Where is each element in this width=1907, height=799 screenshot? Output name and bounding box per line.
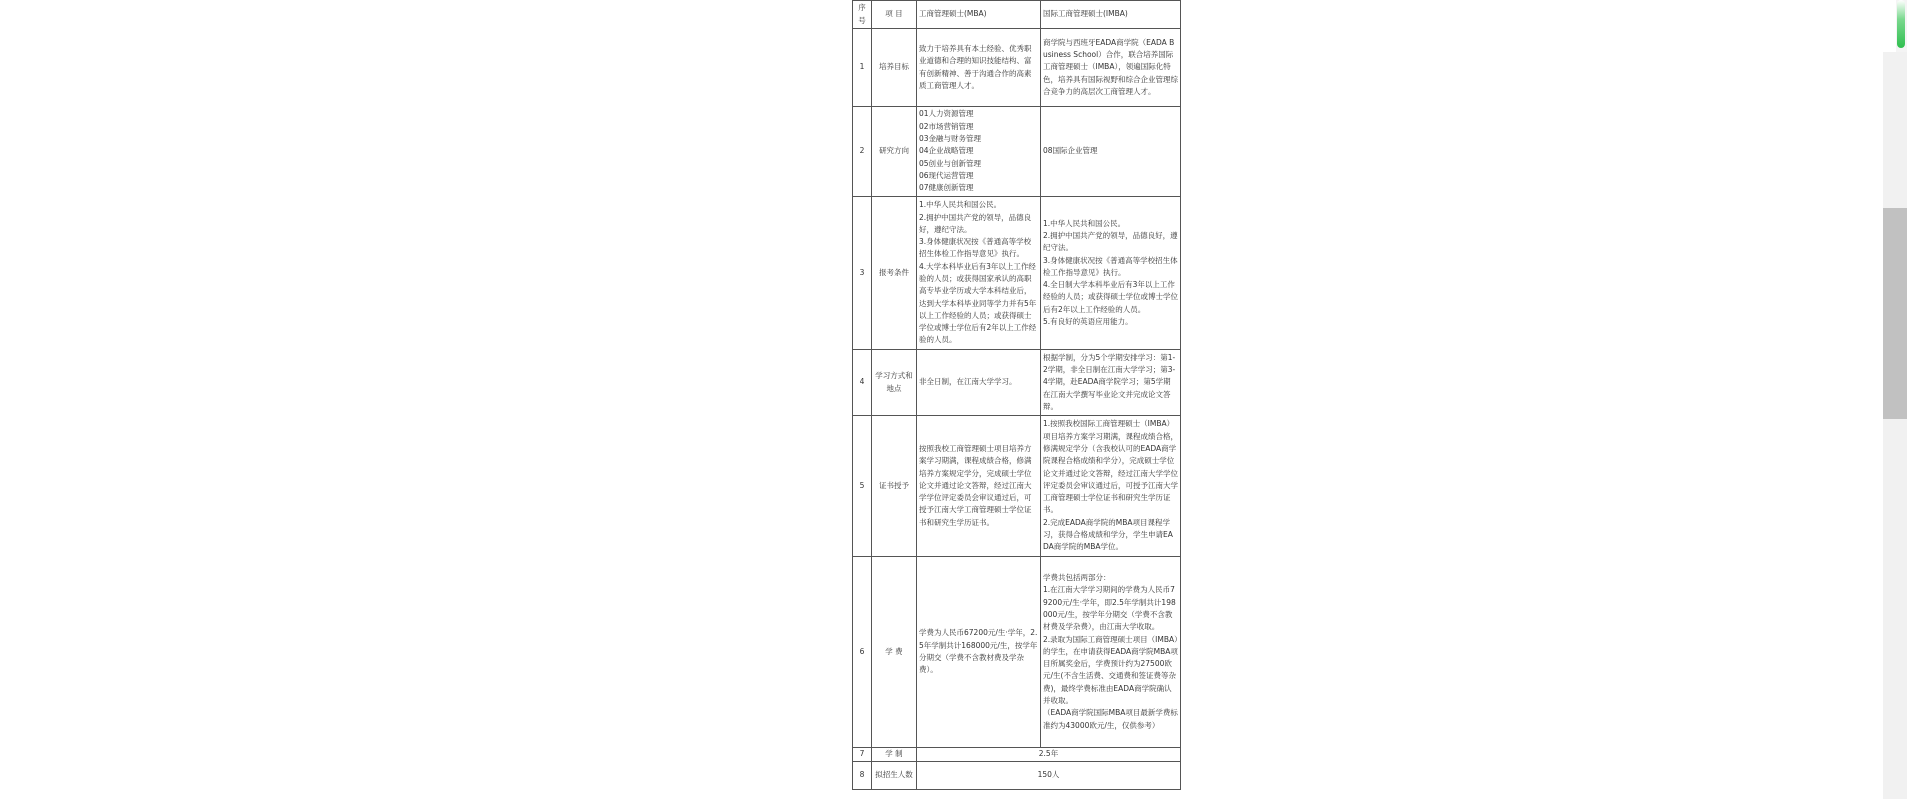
- row-no: 1: [853, 29, 872, 107]
- row-item: 证书授予: [872, 416, 917, 557]
- row-imba: 根据学制，分为5个学期安排学习：第1-2学期，非全日制在江南大学学习；第3-4学期，赴EADA商学院学习；第5学期在江南大学撰写毕业论文并完成论文答辩。: [1041, 350, 1181, 416]
- table-row: [853, 29, 1181, 107]
- table-row: [853, 748, 1181, 762]
- row-item: 学 制: [872, 748, 917, 762]
- row-no: 6: [853, 557, 872, 748]
- row-no: 3: [853, 197, 872, 350]
- table-row: [853, 107, 1181, 197]
- row-shared-value: 150人: [917, 762, 1181, 790]
- row-imba: 商学院与西班牙EADA商学院（EADA Business School）合作，联合培养国际工商管理硕士（IMBA），领遍国际化特色，培养具有国际视野和综合企业管理综合竞争力的高层次工商管理人才。: [1041, 29, 1181, 107]
- table-header-row: [853, 1, 1181, 29]
- top-scroll-track: [1896, 0, 1907, 52]
- row-imba: 08国际企业管理: [1041, 107, 1181, 197]
- row-mba: 01人力资源管理 02市场营销管理 03金融与财务管理 04企业战略管理 05创业与创新管理 06现代运营管理 07健康创新管理: [917, 107, 1041, 197]
- row-item: 学习方式和地点: [872, 350, 917, 416]
- row-no: 4: [853, 350, 872, 416]
- page-scroll-thumb[interactable]: [1883, 208, 1907, 419]
- row-shared-value: 2.5年: [917, 748, 1181, 762]
- top-scroll-thumb[interactable]: [1897, 0, 1905, 48]
- row-imba: 学费共包括两部分： 1.在江南大学学习期间的学费为人民币79200元/生·学年，即2.5年学制共计198000元/生，按学年分期交（学费不含教材费及学杂费），由江南大学收取。 2.录取为国际工商管理硕士项目（IMBA）的学生，在申请获得EADA商学院MBA项目所属奖金后，学费预计约为27500欧元/生(不含生活费、交通费和签证费等杂费)，最终学费标准由EADA商学院确认并收取。 （EADA商学院国际MBA项目最新学费标准约为43000欧元/生，仅供参考）: [1041, 557, 1181, 748]
- row-mba: 学费为人民币67200元/生·学年，2.5年学制共计168000元/生，按学年分期交（学费不含教材费及学杂费）。: [917, 557, 1041, 748]
- table-row: [853, 197, 1181, 350]
- table-row: [853, 416, 1181, 557]
- row-item: 学 费: [872, 557, 917, 748]
- header-mba: 工商管理硕士(MBA): [917, 1, 1041, 29]
- row-item: 报考条件: [872, 197, 917, 350]
- page-scrollbar[interactable]: [1883, 52, 1907, 799]
- row-mba: 1.中华人民共和国公民。 2.拥护中国共产党的领导，品德良好，遵纪守法。 3.身体健康状况按《普通高等学校招生体检工作指导意见》执行。 4.大学本科毕业后有3年以上工作经验的人员；或获得国家承认的高职高专毕业学历或大学本科结业后，达到大学本科毕业同等学力并有5年以上工作经验的人员；或获得硕士学位或博士学位后有2年以上工作经验的人员。: [917, 197, 1041, 350]
- row-item: 拟招生人数: [872, 762, 917, 790]
- row-no: 2: [853, 107, 872, 197]
- row-item: 培养目标: [872, 29, 917, 107]
- row-no: 8: [853, 762, 872, 790]
- row-item: 研究方向: [872, 107, 917, 197]
- row-mba: 非全日制，在江南大学学习。: [917, 350, 1041, 416]
- row-imba: 1.按照我校国际工商管理硕士（IMBA）项目培养方案学习期满，课程成绩合格，修满规定学分（含我校认可的EADA商学院课程合格成绩和学分），完成硕士学位论文并通过论文答辩，经过江南大学学位评定委员会审议通过后，可授予江南大学工商管理硕士学位证书和研究生学历证书。 2.完成EADA商学院的MBA项目课程学习，获得合格成绩和学分，学生申请EADA商学院的MBA学位。: [1041, 416, 1181, 557]
- row-no: 5: [853, 416, 872, 557]
- row-mba: 按照我校工商管理硕士项目培养方案学习期满，课程成绩合格，修满培养方案规定学分，完成硕士学位论文并通过论文答辩，经过江南大学学位评定委员会审议通过后，可授予江南大学工商管理硕士学位证书和研究生学历证书。: [917, 416, 1041, 557]
- row-no: 7: [853, 748, 872, 762]
- program-comparison-table: [852, 0, 1181, 790]
- table-row: [853, 350, 1181, 416]
- header-imba: 国际工商管理硕士(IMBA): [1041, 1, 1181, 29]
- table-row: [853, 762, 1181, 790]
- row-imba: 1.中华人民共和国公民。 2.拥护中国共产党的领导，品德良好，遵纪守法。 3.身体健康状况按《普通高等学校招生体检工作指导意见》执行。 4.全日制大学本科毕业后有3年以上工作经验的人员；或获得硕士学位或博士学位后有2年以上工作经验的人员。 5.有良好的英语应用能力。: [1041, 197, 1181, 350]
- header-no: 序 号: [853, 1, 872, 29]
- row-mba: 致力于培养具有本土经验、优秀职业道德和合理的知识技能结构、富有创新精神、善于沟通合作的高素质工商管理人才。: [917, 29, 1041, 107]
- table-row: [853, 557, 1181, 748]
- header-item: 项 目: [872, 1, 917, 29]
